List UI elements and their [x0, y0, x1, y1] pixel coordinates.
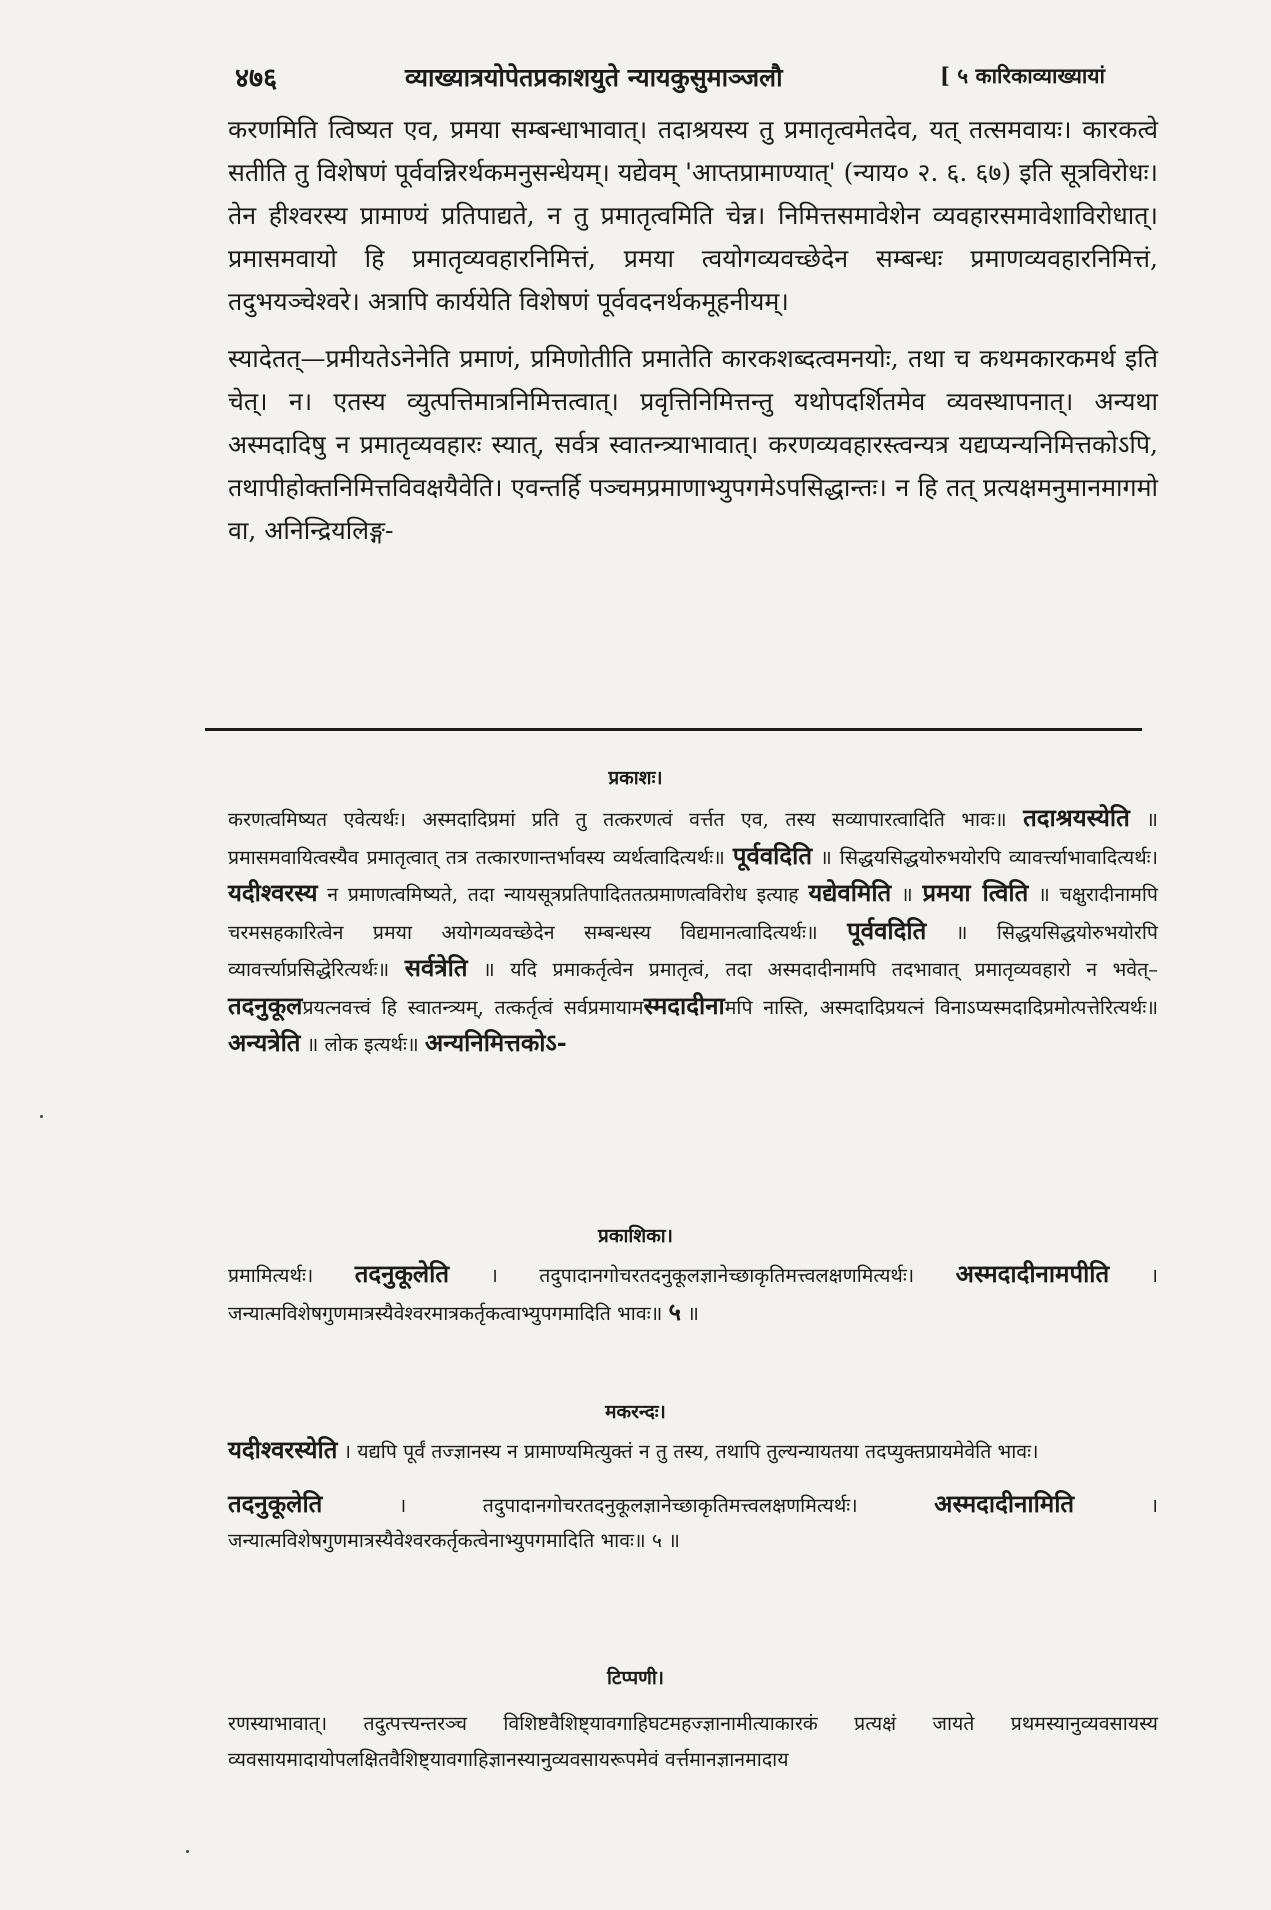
prakashika-heading: प्रकाशिका।	[598, 1225, 673, 1247]
makaranda-paragraph-2: तदनुकूलेति । तदुपादानगोचरतदनुकूलज्ञानेच्छाकृतिमत्त्वलक्षणमित्यर्थः। अस्मदादीनामिति । जन्यात्मविशेषगुणमात्रस्यैवेश्वरकर्तृकत्वेनाभ्युपगमादिति भावः॥ ५ ॥	[228, 1488, 1158, 1552]
tippani-notes	[228, 1706, 1158, 1778]
lemma-highlight: अन्यत्रेति	[228, 1028, 301, 1057]
lemma-highlight: यदीश्वरस्येति	[228, 1435, 338, 1464]
prakashika-text: प्रमामित्यर्थः। तदनुकूलेति । तदुपादानगोचरतदनुकूलज्ञानेच्छाकृतिमत्त्वलक्षणमित्यर्थः। अस्मदादीनामपीति । जन्यात्मविशेषगुणमात्रस्यैवेश्वरमात्रकर्तृकत्वाभ्युपगमादिति भावः॥ ५ ॥	[228, 1259, 1158, 1326]
lemma-highlight: तदनुकूल	[228, 990, 303, 1020]
prakasha-text: करणत्वमिष्यत एवेत्यर्थः। अस्मदादिप्रमां प्रति तु तत्करणत्वं वर्त्तत एव, तस्य सव्यापारत्वादिति भावः॥ तदाश्रयस्येति ॥ प्रमासमवायित्वस्यैव प्रमातृत्वात् तत्र तत्कारणान्तर्भावस्य व्यर्थत्वादित्यर्थः॥ पूर्ववदिति ॥ सिद्धयसिद्धयोरुभयोरपि व्यावर्त्त्याभावादित्यर्थः।यदीश्वरस्य न प्रमाणत्वमिष्यते, तदा न्यायसूत्रप्रतिपादिततत्प्रमाणत्वविरोध इत्याह यद्येवमिति ॥ प्रमया त्विति ॥ चक्षुरादीनामपि चरमसहकारित्वेन प्रमया अयोगव्यवच्छेदेन सम्बन्धस्य विद्यमानत्वादित्यर्थः॥ पूर्ववदिति ॥ सिद्धयसिद्धयोरुभयोरपि व्यावर्त्त्याप्रसिद्धेरित्यर्थः॥ सर्वत्रेति ॥ यदि प्रमाकर्तृत्वेन प्रमातृत्वं, तदा अस्मदादीनामपि तदभावात् प्रमातृव्यवहारो न भवेत्–तदनुकूलप्रयत्नवत्त्वं हि स्वातन्त्र्यम्, तत्कर्तृत्वं सर्वप्रमायामस्मदादीनामपि नास्ति, अस्मदादिप्रयत्नं विनाऽप्यस्मदादिप्रमोत्पत्तेरित्यर्थः॥ अन्यत्रेति ॥ लोक इत्यर्थः॥ अन्यनिमित्तकोऽ-	[228, 803, 1159, 1057]
makaranda-heading: मकरन्दः।	[605, 1401, 666, 1423]
makaranda-commentary	[228, 1432, 1158, 1559]
lemma-highlight: सर्वत्रेति	[404, 953, 468, 982]
root-paragraph-2: स्यादेतत्—प्रमीयतेऽनेनेति प्रमाणं, प्रमिणोतीति प्रमातेति कारकशब्दत्वमनयोः, तथा च कथमकारकमर्थ इति चेत्। न। एतस्य व्युत्पत्तिमात्रनिमित्तत्वात्। प्रवृत्तिनिमित्तन्तु यथोपदर्शितमेव व्यवस्थापनात्। अन्यथा अस्मदादिषु न प्रमातृव्यवहारः स्यात्, सर्वत्र स्वातन्त्र्याभावात्। करणव्यवहारस्त्वन्यत्र यद्यप्यन्यनिमित्तकोऽपि, तथापीहोक्तनिमित्तविवक्षयैवेति। एवन्तर्हि पञ्चमप्रमाणाभ्युपगमेऽपसिद्धान्तः। न हि तत् प्रत्यक्षमनुमानमागमो वा, अनिन्द्रियलिङ्ग-	[228, 344, 1158, 545]
lemma-highlight: तदाश्रयस्येति	[1023, 803, 1130, 832]
lemma-highlight: पूर्ववदिति	[732, 840, 813, 870]
lemma-highlight: तदनुकूलेति	[354, 1259, 450, 1288]
prakashika-commentary	[228, 1256, 1158, 1331]
lemma-highlight: यदीश्वरस्य	[228, 878, 318, 907]
separator-rule	[205, 728, 1142, 731]
scan-speck	[40, 1115, 43, 1118]
root-text	[228, 108, 1158, 552]
lemma-highlight: यद्येवमिति	[808, 878, 892, 907]
tippani-heading: टिप्पणी।	[606, 1667, 664, 1689]
section-label: [ ५ कारिकाव्याख्यायां	[940, 63, 1105, 88]
tippani-text: रणस्याभावात्। तदुत्पत्त्यन्तरञ्च विशिष्टवैशिष्ट्यावगाहिघटमहज्ज्ञानामीत्याकारकं प्रत्यक्षं जायते प्रथमस्यानुव्यवसायस्य व्यवसायमादायोपलक्षितवैशिष्ट्यावगाहिज्ञानस्यानुव्यवसायरूपमेवं वर्त्तमानज्ञानमादाय	[228, 1712, 1158, 1771]
running-title: व्याख्यात्रयोपेतप्रकाशयुते न्यायकुसुमाञ्जलौ	[405, 63, 783, 92]
lemma-highlight: पूर्ववदिति	[847, 915, 927, 945]
page-number: ४७६	[235, 63, 278, 94]
lemma-highlight: अस्मदादीनामिति	[934, 1488, 1075, 1518]
lemma-highlight: प्रमया त्विति	[922, 878, 1029, 907]
scan-speck	[186, 1850, 189, 1853]
lemma-highlight: तदनुकूलेति	[228, 1488, 323, 1518]
prakasha-commentary	[228, 800, 1158, 1063]
root-paragraph-1: करणमिति त्विष्यत एव, प्रमया सम्बन्धाभावात्। तदाश्रयस्य तु प्रमातृत्वमेतदेव, यत् तत्समवायः। कारकत्वे सतीति तु विशेषणं पूर्ववन्निरर्थकमनुसन्धेयम्। यद्येवम् 'आप्तप्रामाण्यात्' (न्याय० २. ६. ६७) इति सूत्रविरोधः। तेन हीश्वरस्य प्रामाण्यं प्रतिपाद्यते, न तु प्रमातृत्वमिति चेन्न। निमित्तसमावेशेन व्यवहारसमावेशाविरोधात्। प्रमासमवायो हि प्रमातृव्यवहारनिमित्तं, प्रमया त्वयोगव्यवच्छेदेन सम्बन्धः प्रमाणव्यवहारनिमित्तं, तदुभयञ्चेश्वरे। अत्रापि कार्ययेति विशेषणं पूर्ववदनर्थकमूहनीयम्।	[228, 115, 1158, 316]
lemma-highlight: अस्मदादीनामपीति	[955, 1259, 1110, 1288]
lemma-highlight: स्मदादीना	[643, 990, 725, 1020]
prakasha-heading: प्रकाशः।	[608, 767, 663, 789]
lemma-highlight: ५	[668, 1296, 682, 1326]
lemma-highlight: अन्यनिमित्तकोऽ-	[424, 1028, 567, 1057]
page-header	[235, 58, 1155, 98]
makaranda-paragraph-1: यदीश्वरस्येति । यद्यपि पूर्वं तज्ज्ञानस्य न प्रामाण्यमित्युक्तं न तु तस्य, तथापि तुल्यन्यायतया तदप्युक्तप्रायमेवेति भावः।	[228, 1435, 1039, 1464]
